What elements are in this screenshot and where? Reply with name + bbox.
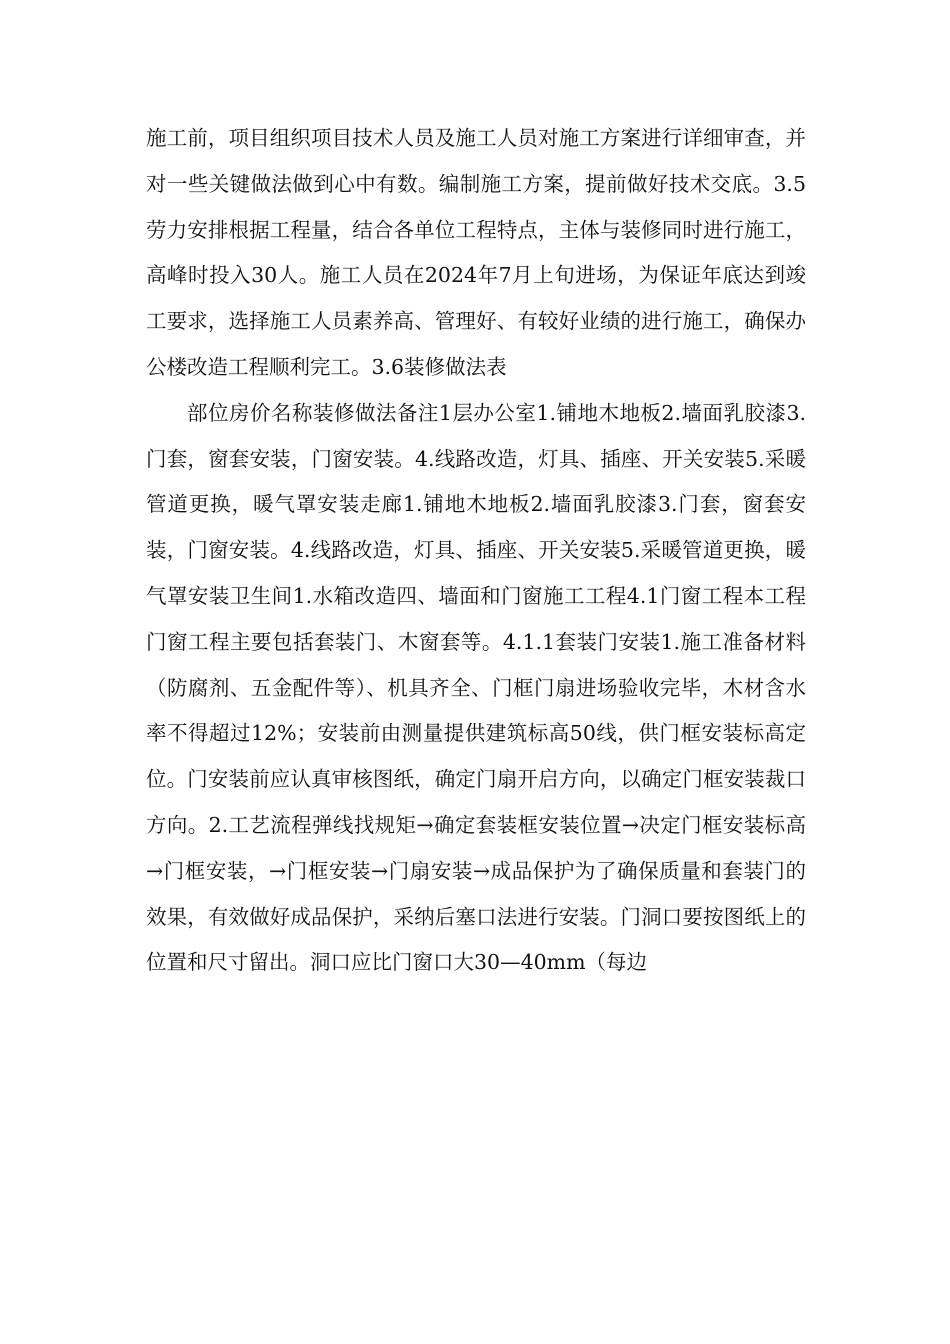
paragraph-1: 施工前，项目组织项目技术人员及施工人员对施工方案进行详细审查，并对一些关键做法做到心中有数。编制施工方案，提前做好技术交底。3.5劳力安排根据工程量，结合各单位工程特点，主体与装修同时进行施工，高峰时投入30人。施工人员在2024年7月上旬进场，为保证年底达到竣工要求，选择施工人员素养高、管理好、有较好业绩的进行施工，确保办公楼改造工程顺利完工。3.6装修做法表 bbox=[146, 126, 806, 379]
paragraph-2: 部位房价名称装修做法备注1层办公室1.铺地木地板2.墙面乳胶漆3.门套，窗套安装，门窗安装。4.线路改造，灯具、插座、开关安装5.采暖管道更换，暖气罩安装走廊1.铺地木地板2.墙面乳胶漆3.门套，窗套安装，门窗安装。4.线路改造，灯具、插座、开关安装5.采暖管道更换，暖气罩安装卫生间1.水箱改造四、墙面和门窗施工工程4.1门窗工程本工程门窗工程主要包括套装门、木窗套等。4.1.1套装门安装1.施工准备材料（防腐剂、五金配件等）、机具齐全、门框门扇进场验收完毕，木材含水率不得超过12%；安装前由测量提供建筑标高50线，供门框安装标高定位。门安装前应认真审核图纸，确定门扇开启方向，以确定门框安装裁口方向。2.工艺流程弹线找规矩→确定套装框安装位置→决定门框安装标高→门框安装，→门框安装→门扇安装→成品保护为了确保质量和套装门的效果，有效做好成品保护，采纳后塞口法进行安装。门洞口要按图纸上的位置和尺寸留出。洞口应比门窗口大30—40mm（每边 bbox=[146, 400, 806, 975]
document-page bbox=[146, 116, 806, 986]
